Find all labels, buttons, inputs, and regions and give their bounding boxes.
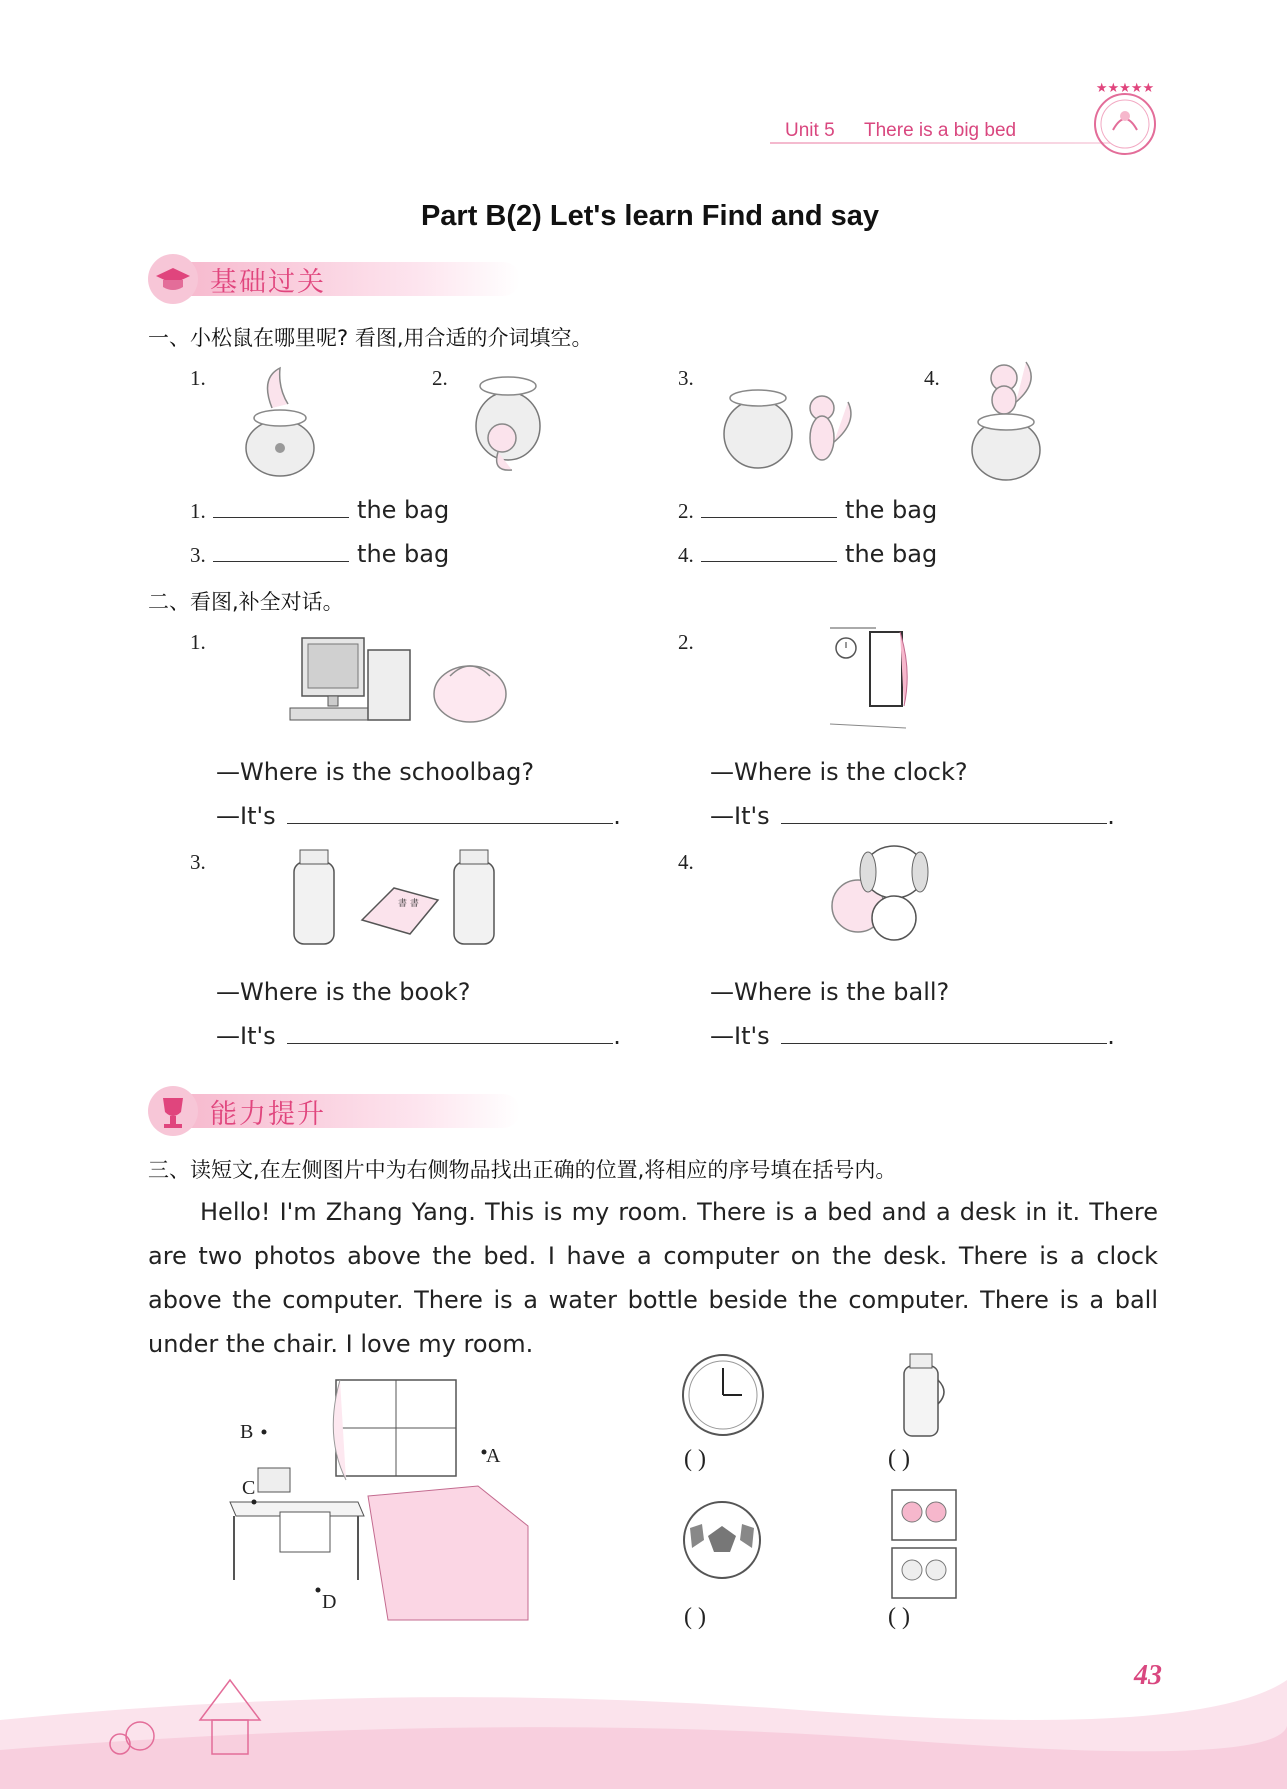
publisher-seal-icon: [1085, 78, 1165, 158]
section-label: 基础过关: [210, 267, 326, 298]
squirrel-on-bag-picture: [966, 362, 1046, 482]
q2-number: 1.: [190, 630, 206, 654]
q2-question: —Where is the ball?: [710, 978, 950, 1006]
q1-item: [190, 540, 449, 568]
item-number: 4.: [678, 543, 694, 567]
answer-paren-ball[interactable]: ( ): [684, 1604, 706, 1630]
q1-picture-number: 3.: [678, 366, 694, 390]
header-rule: [770, 142, 1110, 144]
q2-answer-row: [216, 802, 621, 830]
clock-icon: [680, 1352, 766, 1438]
graduation-cap-icon: [148, 254, 198, 304]
answer-period: .: [613, 1022, 621, 1050]
q2-number: 2.: [678, 630, 694, 654]
trophy-icon: [148, 1086, 198, 1136]
item-suffix: the bag: [845, 496, 938, 524]
room-label-c: C: [242, 1477, 256, 1499]
clock-door-picture: [826, 620, 926, 742]
answer-prefix: —It's: [216, 802, 276, 830]
answer-blank[interactable]: [781, 823, 1107, 824]
squirrel-beside-bag-picture: [722, 382, 862, 472]
page-number: 43: [1134, 1660, 1162, 1691]
answer-blank[interactable]: [213, 517, 349, 518]
q1-picture-number: 2.: [432, 366, 448, 390]
answer-period: .: [1107, 802, 1115, 830]
answer-prefix: —It's: [216, 1022, 276, 1050]
footer-wave-decoration: [0, 1640, 1287, 1789]
q2-number: 3.: [190, 850, 206, 874]
answer-prefix: —It's: [710, 1022, 770, 1050]
answer-period: .: [1107, 1022, 1115, 1050]
q1-picture-number: 1.: [190, 366, 206, 390]
page-title: Part B(2) Let's learn Find and say: [420, 200, 880, 232]
answer-paren-clock[interactable]: ( ): [684, 1446, 706, 1472]
room-label-b: B: [240, 1421, 254, 1443]
computer-schoolbag-picture: [290, 636, 520, 736]
item-suffix: the bag: [845, 540, 938, 568]
answer-blank[interactable]: [287, 823, 613, 824]
answer-blank[interactable]: [287, 1043, 613, 1044]
q2-answer-row: [710, 1022, 1115, 1050]
book-cover-text: 書 書: [398, 899, 419, 909]
section-label: 能力提升: [210, 1099, 326, 1130]
squirrel-front-bag-picture: [468, 372, 548, 478]
answer-prefix: —It's: [710, 802, 770, 830]
room-label-a: A: [486, 1445, 501, 1467]
q1-item: [190, 496, 449, 524]
squirrel-in-bag-picture: [240, 368, 320, 478]
room-picture: [228, 1376, 528, 1620]
unit-title: There is a big bed: [864, 120, 1017, 141]
q1-picture-number: 4.: [924, 366, 940, 390]
q2-question: —Where is the book?: [216, 978, 471, 1006]
answer-blank[interactable]: [213, 561, 349, 562]
unit-label: Unit 5: [785, 120, 835, 141]
answer-period: .: [613, 802, 621, 830]
section-banner-improve: [148, 1086, 528, 1132]
q2-instruction: 二、看图,补全对话。: [148, 590, 344, 614]
answer-paren-bottle[interactable]: ( ): [888, 1446, 910, 1472]
q1-item: [678, 496, 937, 524]
item-number: 3.: [190, 543, 206, 567]
q3-instruction: 三、读短文,在左侧图片中为右侧物品找出正确的位置,将相应的序号填在括号内。: [148, 1158, 897, 1182]
answer-paren-photos[interactable]: ( ): [888, 1604, 910, 1630]
room-label-d: D: [322, 1591, 337, 1613]
dog-ball-picture: [830, 842, 940, 948]
q2-answer-row: [216, 1022, 621, 1050]
q1-instruction: 一、小松鼠在哪里呢? 看图,用合适的介词填空。: [148, 326, 593, 350]
item-suffix: the bag: [357, 540, 450, 568]
book-between-bottles-picture: [290, 848, 510, 948]
q1-item: [678, 540, 937, 568]
answer-blank[interactable]: [701, 561, 837, 562]
svg-text:★★★★★: ★★★★★: [1095, 81, 1155, 96]
item-number: 2.: [678, 499, 694, 523]
answer-blank[interactable]: [781, 1043, 1107, 1044]
q2-question: —Where is the schoolbag?: [216, 758, 535, 786]
photos-icon: [890, 1488, 958, 1602]
item-number: 1.: [190, 499, 206, 523]
q3-passage: Hello! I'm Zhang Yang. This is my room. There is a bed and a desk in it. There are two photos above the bed. I have a computer on the desk. There is a clock above the computer. There is a water bottle beside the computer. There is a ball under the chair. I love my room.: [148, 1198, 1158, 1358]
q2-answer-row: [710, 802, 1115, 830]
section-banner-basic: [148, 254, 528, 300]
q2-question: —Where is the clock?: [710, 758, 968, 786]
ball-icon: [680, 1498, 764, 1582]
answer-blank[interactable]: [701, 517, 837, 518]
q2-number: 4.: [678, 850, 694, 874]
water-bottle-icon: [896, 1352, 952, 1440]
item-suffix: the bag: [357, 496, 450, 524]
